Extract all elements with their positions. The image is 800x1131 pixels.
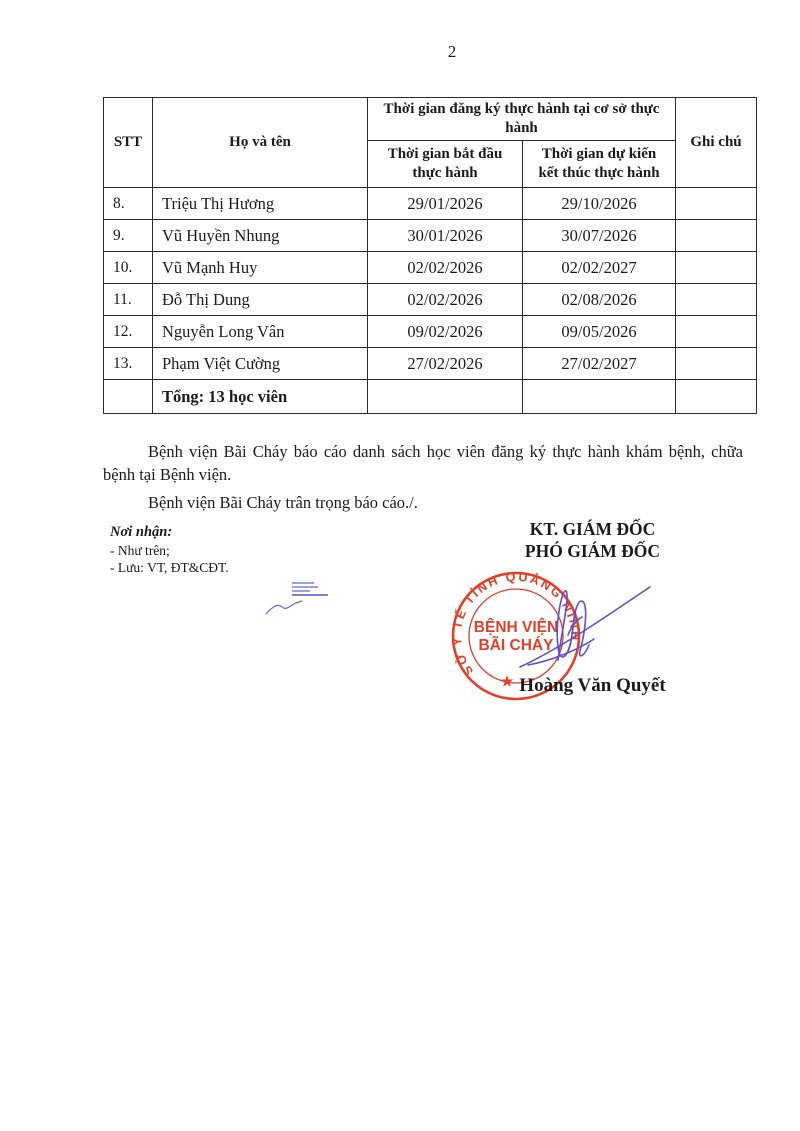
- start-date: 27/02/2026: [368, 348, 523, 380]
- col-header-period-group: Thời gian đăng ký thực hành tại cơ sở thực hành: [368, 98, 676, 141]
- recipients-block: [110, 522, 229, 576]
- table-row: [104, 188, 757, 220]
- recipient-item: - Lưu: VT, ĐT&CĐT.: [110, 560, 229, 575]
- note-cell: [676, 284, 757, 316]
- note-cell: [676, 220, 757, 252]
- trainee-name: Phạm Việt Cường: [153, 348, 368, 380]
- initials-squiggle-mark: [263, 598, 305, 618]
- row-index: 8.: [104, 188, 153, 220]
- note-cell: [676, 188, 757, 220]
- trainee-name: Triệu Thị Hương: [153, 188, 368, 220]
- recipient-item: - Như trên;: [110, 543, 170, 558]
- recipients-title: Nơi nhận:: [110, 524, 173, 540]
- end-date: 09/05/2026: [523, 316, 676, 348]
- start-date: 02/02/2026: [368, 252, 523, 284]
- table-row: [104, 316, 757, 348]
- col-header-stt: STT: [104, 98, 153, 188]
- stamp-star-icon: ★: [500, 673, 514, 689]
- empty-cell: [676, 380, 757, 414]
- table-row: [104, 252, 757, 284]
- empty-cell: [368, 380, 523, 414]
- signature-title-block: [425, 518, 760, 562]
- stamp-center-line2: BÃI CHÁY: [478, 637, 554, 654]
- end-date: 02/08/2026: [523, 284, 676, 316]
- total-label: Tổng: 13 học viên: [153, 380, 368, 414]
- col-header-name: Họ và tên: [153, 98, 368, 188]
- empty-cell: [104, 380, 153, 414]
- trainee-name: Đỗ Thị Dung: [153, 284, 368, 316]
- digital-signature-text-mark: [292, 582, 332, 598]
- report-paragraph: Bệnh viện Bãi Cháy báo cáo danh sách học viên đăng ký thực hành khám bệnh, chữa bệnh tại Bệnh viện.: [103, 442, 743, 484]
- row-index: 12.: [104, 316, 153, 348]
- row-index: 9.: [104, 220, 153, 252]
- stamp-ring-text: SỞ Y TẾ TỈNH QUẢNG NINH: [449, 569, 583, 678]
- trainee-name: Vũ Mạnh Huy: [153, 252, 368, 284]
- row-index: 13.: [104, 348, 153, 380]
- table-row: [104, 348, 757, 380]
- table-row: [104, 284, 757, 316]
- row-index: 11.: [104, 284, 153, 316]
- note-cell: [676, 252, 757, 284]
- note-cell: [676, 348, 757, 380]
- signer-position-line2: PHÓ GIÁM ĐỐC: [524, 541, 661, 561]
- end-date: 27/02/2027: [523, 348, 676, 380]
- signer-position-line1: KT. GIÁM ĐỐC: [529, 519, 656, 539]
- end-date: 29/10/2026: [523, 188, 676, 220]
- start-date: 02/02/2026: [368, 284, 523, 316]
- trainee-table: [103, 97, 757, 414]
- trainee-name: Nguyễn Long Vân: [153, 316, 368, 348]
- col-header-end-date: Thời gian dự kiến kết thúc thực hành: [523, 141, 676, 188]
- note-cell: [676, 316, 757, 348]
- start-date: 30/01/2026: [368, 220, 523, 252]
- stamp-center-line1: BỆNH VIỆN: [473, 619, 559, 636]
- row-index: 10.: [104, 252, 153, 284]
- trainee-name: Vũ Huyền Nhung: [153, 220, 368, 252]
- closing-paragraph: Bệnh viện Bãi Cháy trân trọng báo cáo./.: [148, 493, 418, 512]
- end-date: 30/07/2026: [523, 220, 676, 252]
- start-date: 29/01/2026: [368, 188, 523, 220]
- col-header-start-date: Thời gian bắt đầu thực hành: [368, 141, 523, 188]
- total-row: [104, 380, 757, 414]
- empty-cell: [523, 380, 676, 414]
- col-header-note: Ghi chú: [676, 98, 757, 188]
- signer-name: Hoàng Văn Quyết: [519, 675, 666, 696]
- start-date: 09/02/2026: [368, 316, 523, 348]
- page-number: 2: [447, 42, 457, 61]
- table-row: [104, 220, 757, 252]
- end-date: 02/02/2027: [523, 252, 676, 284]
